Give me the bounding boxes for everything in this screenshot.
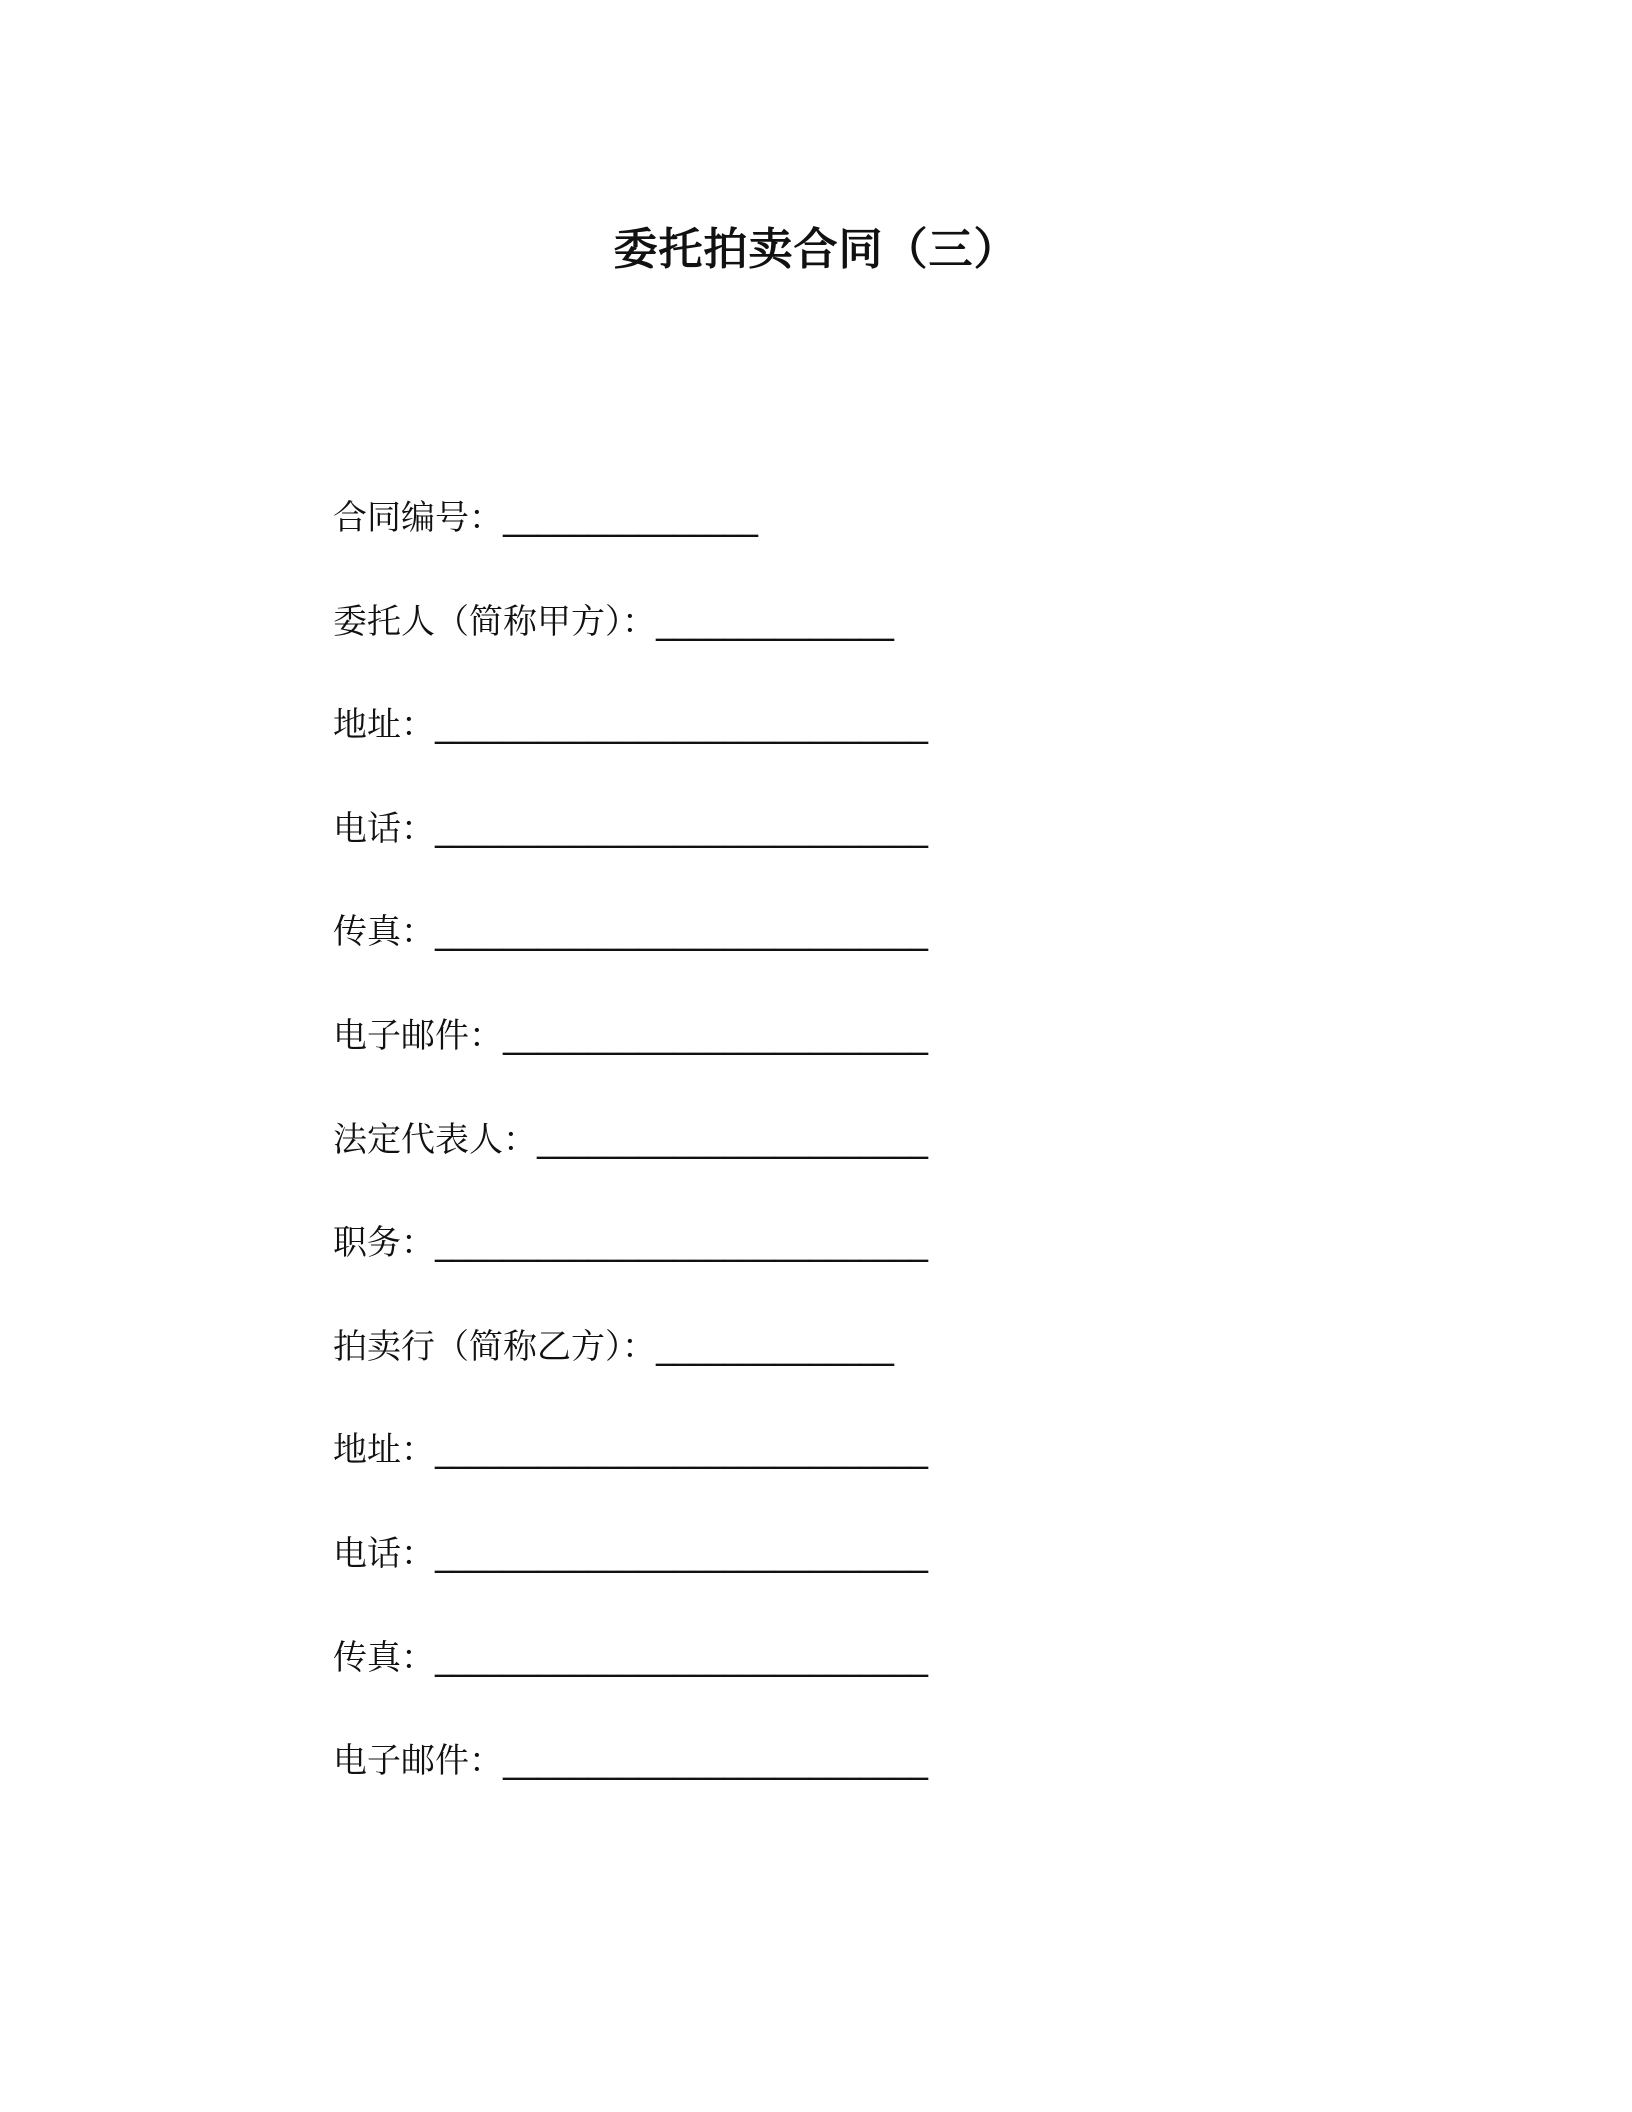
- field-auction-house-address: [333, 1420, 1233, 1524]
- field-principal-address: [333, 695, 1233, 799]
- field-auction-house-phone: [333, 1524, 1233, 1628]
- fill-in-blank[interactable]: _____________________________: [435, 912, 928, 953]
- fill-in-blank[interactable]: ______________: [656, 601, 894, 642]
- field-principal-fax: [333, 902, 1233, 1006]
- field-label: 传真：: [333, 912, 435, 953]
- contract-fields: [333, 488, 1233, 1835]
- field-label: 法定代表人：: [333, 1119, 537, 1160]
- field-auction-house-fax: [333, 1628, 1233, 1732]
- field-label: 拍卖行（简称乙方）：: [333, 1326, 656, 1367]
- field-label: 合同编号：: [333, 498, 503, 538]
- fill-in-blank[interactable]: _____________________________: [435, 705, 928, 746]
- field-label: 电子邮件：: [333, 1741, 503, 1782]
- field-legal-representative: [333, 1110, 1233, 1214]
- fill-in-blank[interactable]: _________________________: [503, 1741, 928, 1782]
- field-label: 电话：: [333, 808, 435, 849]
- fill-in-blank[interactable]: _________________________: [503, 1015, 928, 1056]
- field-principal-phone: [333, 799, 1233, 903]
- fill-in-blank[interactable]: ______________: [656, 1326, 894, 1367]
- field-label: 职务：: [333, 1223, 435, 1264]
- field-label: 电话：: [333, 1533, 435, 1574]
- field-label: 地址：: [333, 1430, 435, 1471]
- field-auction-house: [333, 1317, 1233, 1421]
- field-label: 地址：: [333, 705, 435, 746]
- field-position: [333, 1213, 1233, 1317]
- field-label: 电子邮件：: [333, 1015, 503, 1056]
- field-contract-number: [333, 488, 1233, 592]
- field-principal-email: [333, 1006, 1233, 1110]
- field-auction-house-email: [333, 1731, 1233, 1835]
- fill-in-blank[interactable]: _____________________________: [435, 1637, 928, 1678]
- fill-in-blank[interactable]: _______________: [503, 498, 758, 538]
- field-label: 委托人（简称甲方）：: [333, 601, 656, 642]
- fill-in-blank[interactable]: _____________________________: [435, 1533, 928, 1574]
- fill-in-blank[interactable]: _____________________________: [435, 808, 928, 849]
- field-principal: [333, 592, 1233, 696]
- fill-in-blank[interactable]: _______________________: [537, 1119, 928, 1160]
- fill-in-blank[interactable]: _____________________________: [435, 1430, 928, 1471]
- fill-in-blank[interactable]: _____________________________: [435, 1223, 928, 1264]
- document-title: 委托拍卖合同（三）: [613, 224, 1019, 275]
- field-label: 传真：: [333, 1637, 435, 1678]
